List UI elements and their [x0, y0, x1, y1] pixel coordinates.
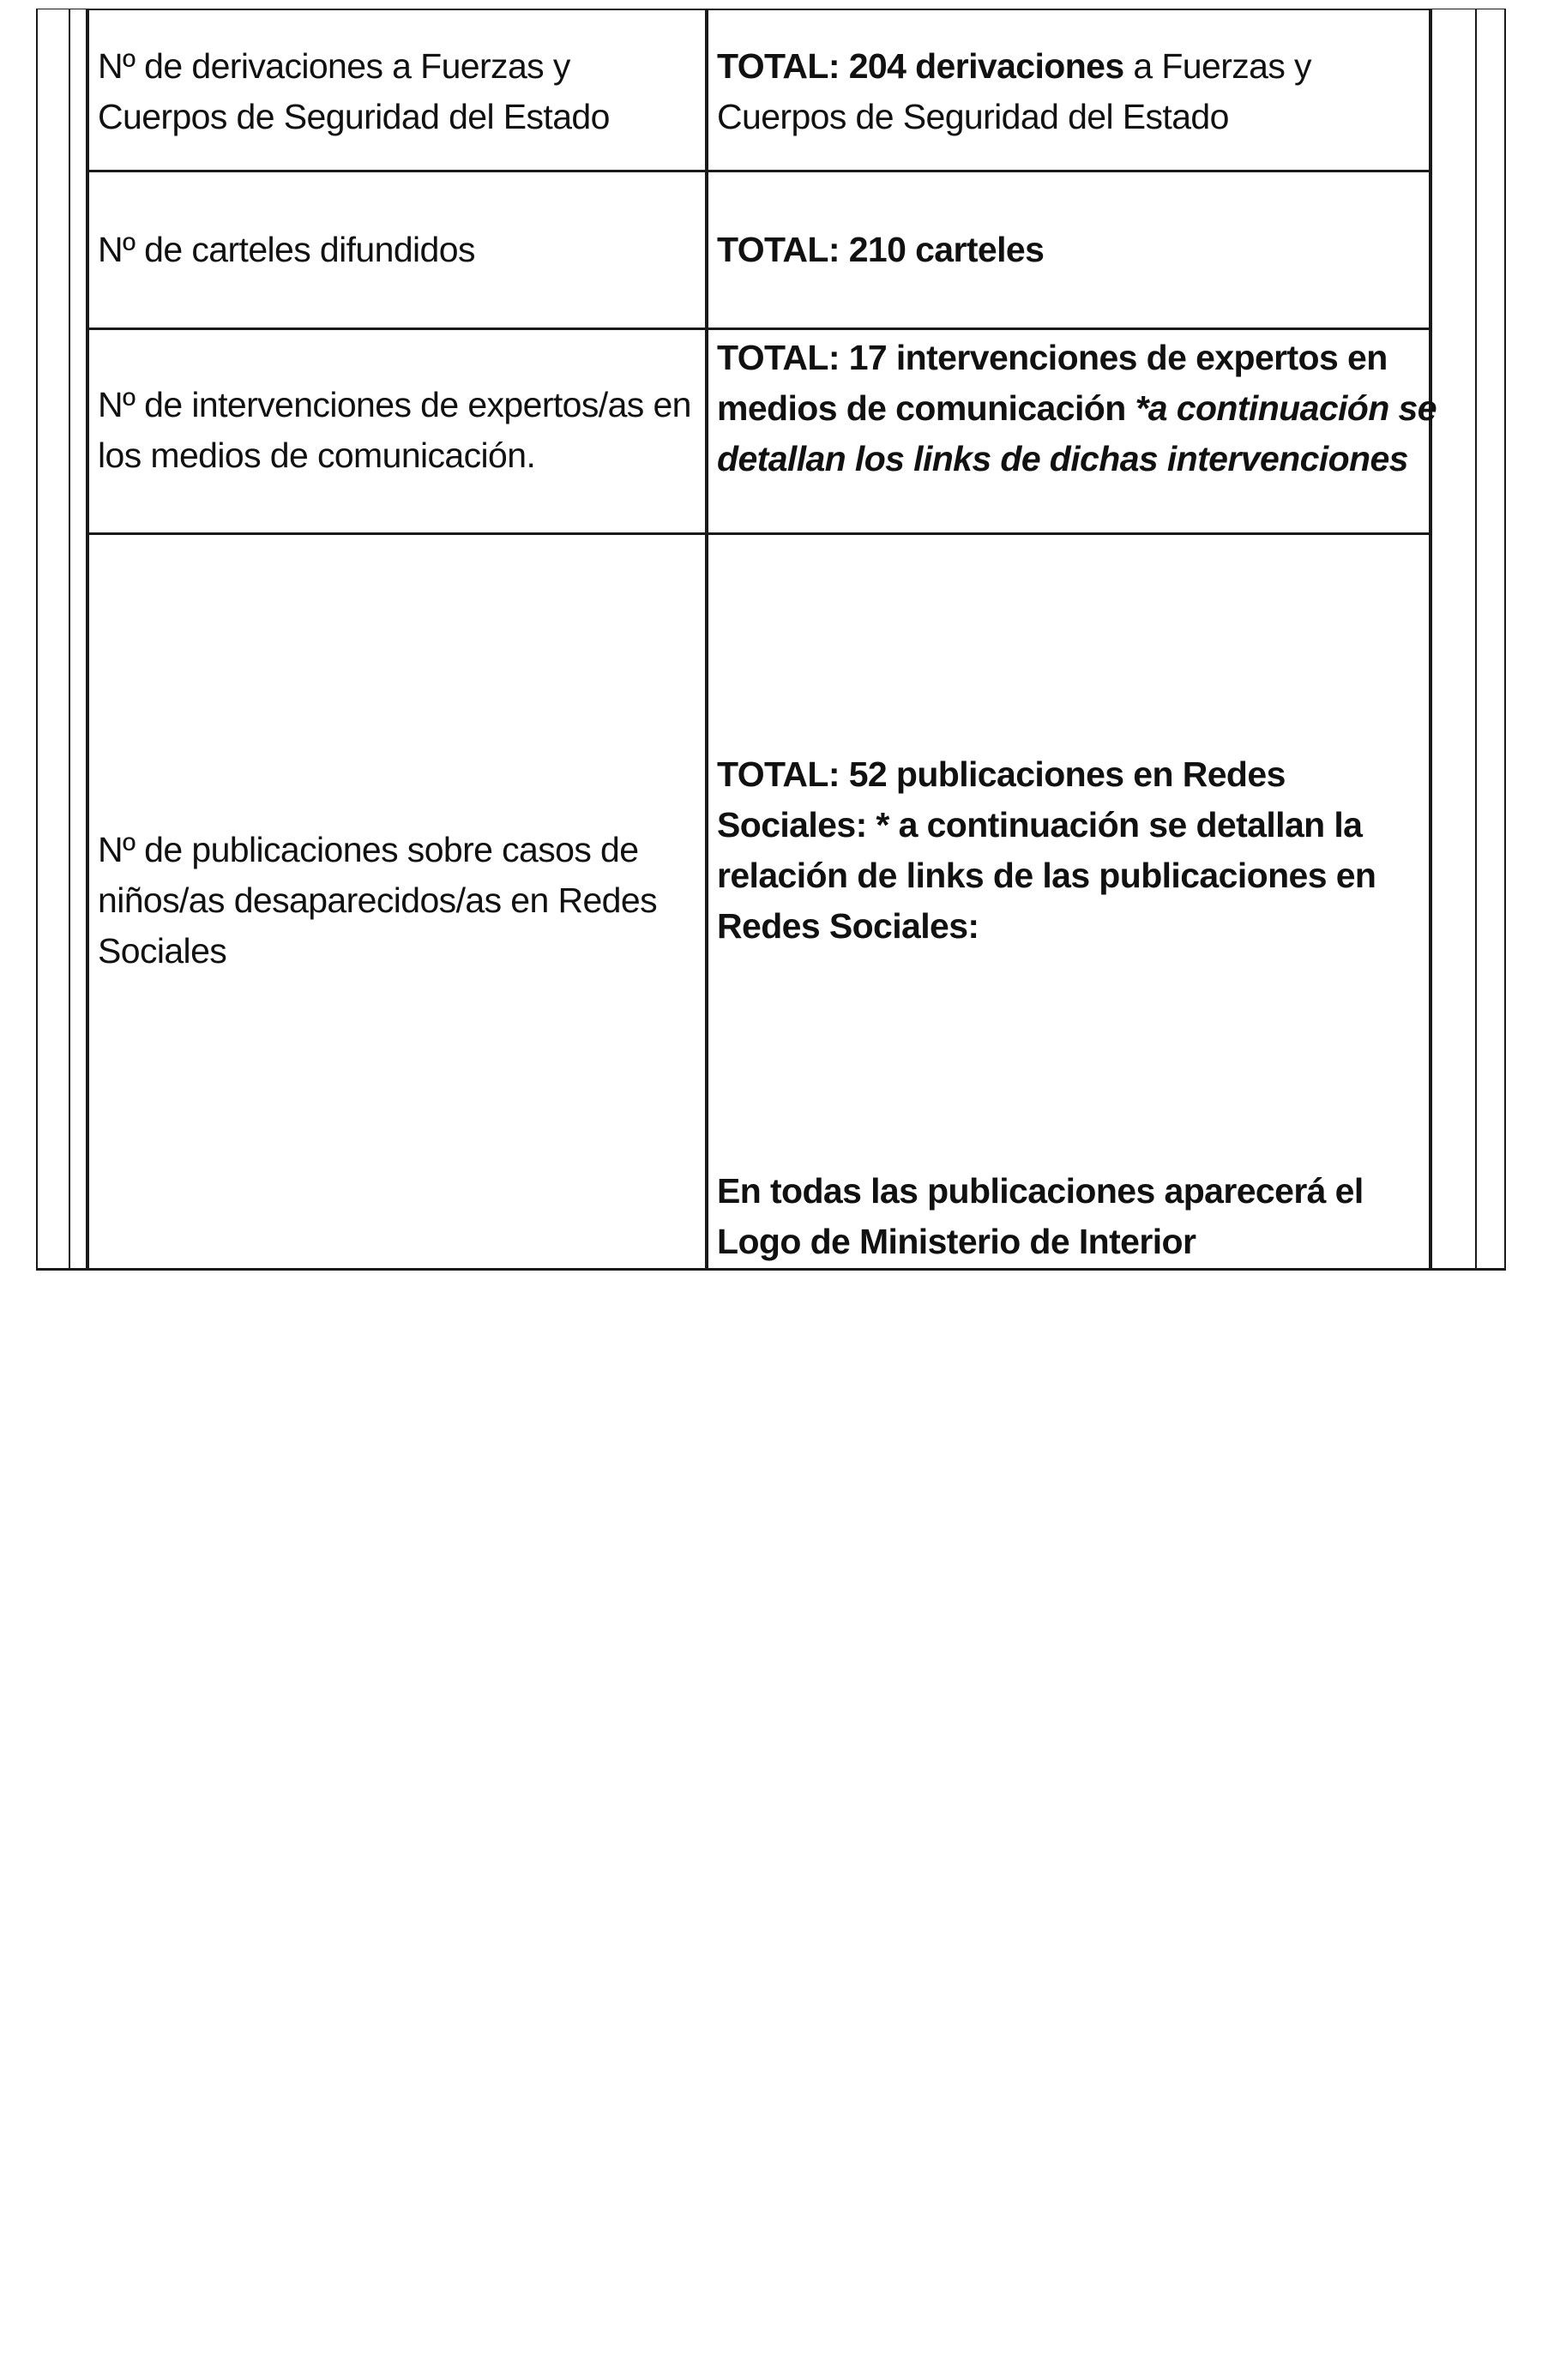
row-divider: [86, 532, 1432, 535]
row-value-total: TOTAL: 17 intervenciones de expertos en medios de comunicación: [717, 338, 1388, 428]
column-divider-label: [86, 9, 89, 1271]
row-label: Nº de intervenciones de expertos/as en los medios de comunicación.: [98, 385, 691, 475]
row-value: [717, 41, 1437, 142]
row-value-total: TOTAL: 52 publicaciones en Redes Sociales: * a continuación se detallan la relación de links de las publicaciones en Redes Sociales:: [717, 754, 1376, 946]
row-label: Nº de derivaciones a Fuerzas y Cuerpos de Seguridad del Estado: [98, 46, 610, 136]
row-value-rest: a Fuerzas y Cuerpos de Seguridad del Estado: [717, 46, 1311, 136]
row-divider-top: [86, 9, 1432, 10]
column-divider-right: [1429, 9, 1432, 1271]
row-divider: [86, 170, 1432, 172]
row-label: Nº de carteles difundidos: [98, 230, 475, 269]
row-value: [717, 225, 1437, 275]
table-frame: [36, 9, 1506, 1271]
row-label: Nº de publicaciones sobre casos de niños/as desaparecidos/as en Redes Sociales: [98, 830, 657, 971]
row-value-note: *a continuación se detallan los links de dichas intervenciones: [717, 388, 1437, 478]
column-divider-left-margin: [69, 9, 70, 1271]
row-value-total: TOTAL: 210 carteles: [717, 230, 1045, 269]
column-divider-right-margin: [1475, 9, 1477, 1271]
row-value: [717, 333, 1437, 484]
row-value: [717, 749, 1437, 952]
column-divider-value: [705, 9, 708, 1271]
row-value-total: TOTAL: 204 derivaciones: [717, 46, 1124, 86]
row-divider: [86, 328, 1432, 330]
row-value-footnote: En todas las publicaciones aparecerá el Logo de Ministerio de Interior: [717, 1171, 1364, 1261]
